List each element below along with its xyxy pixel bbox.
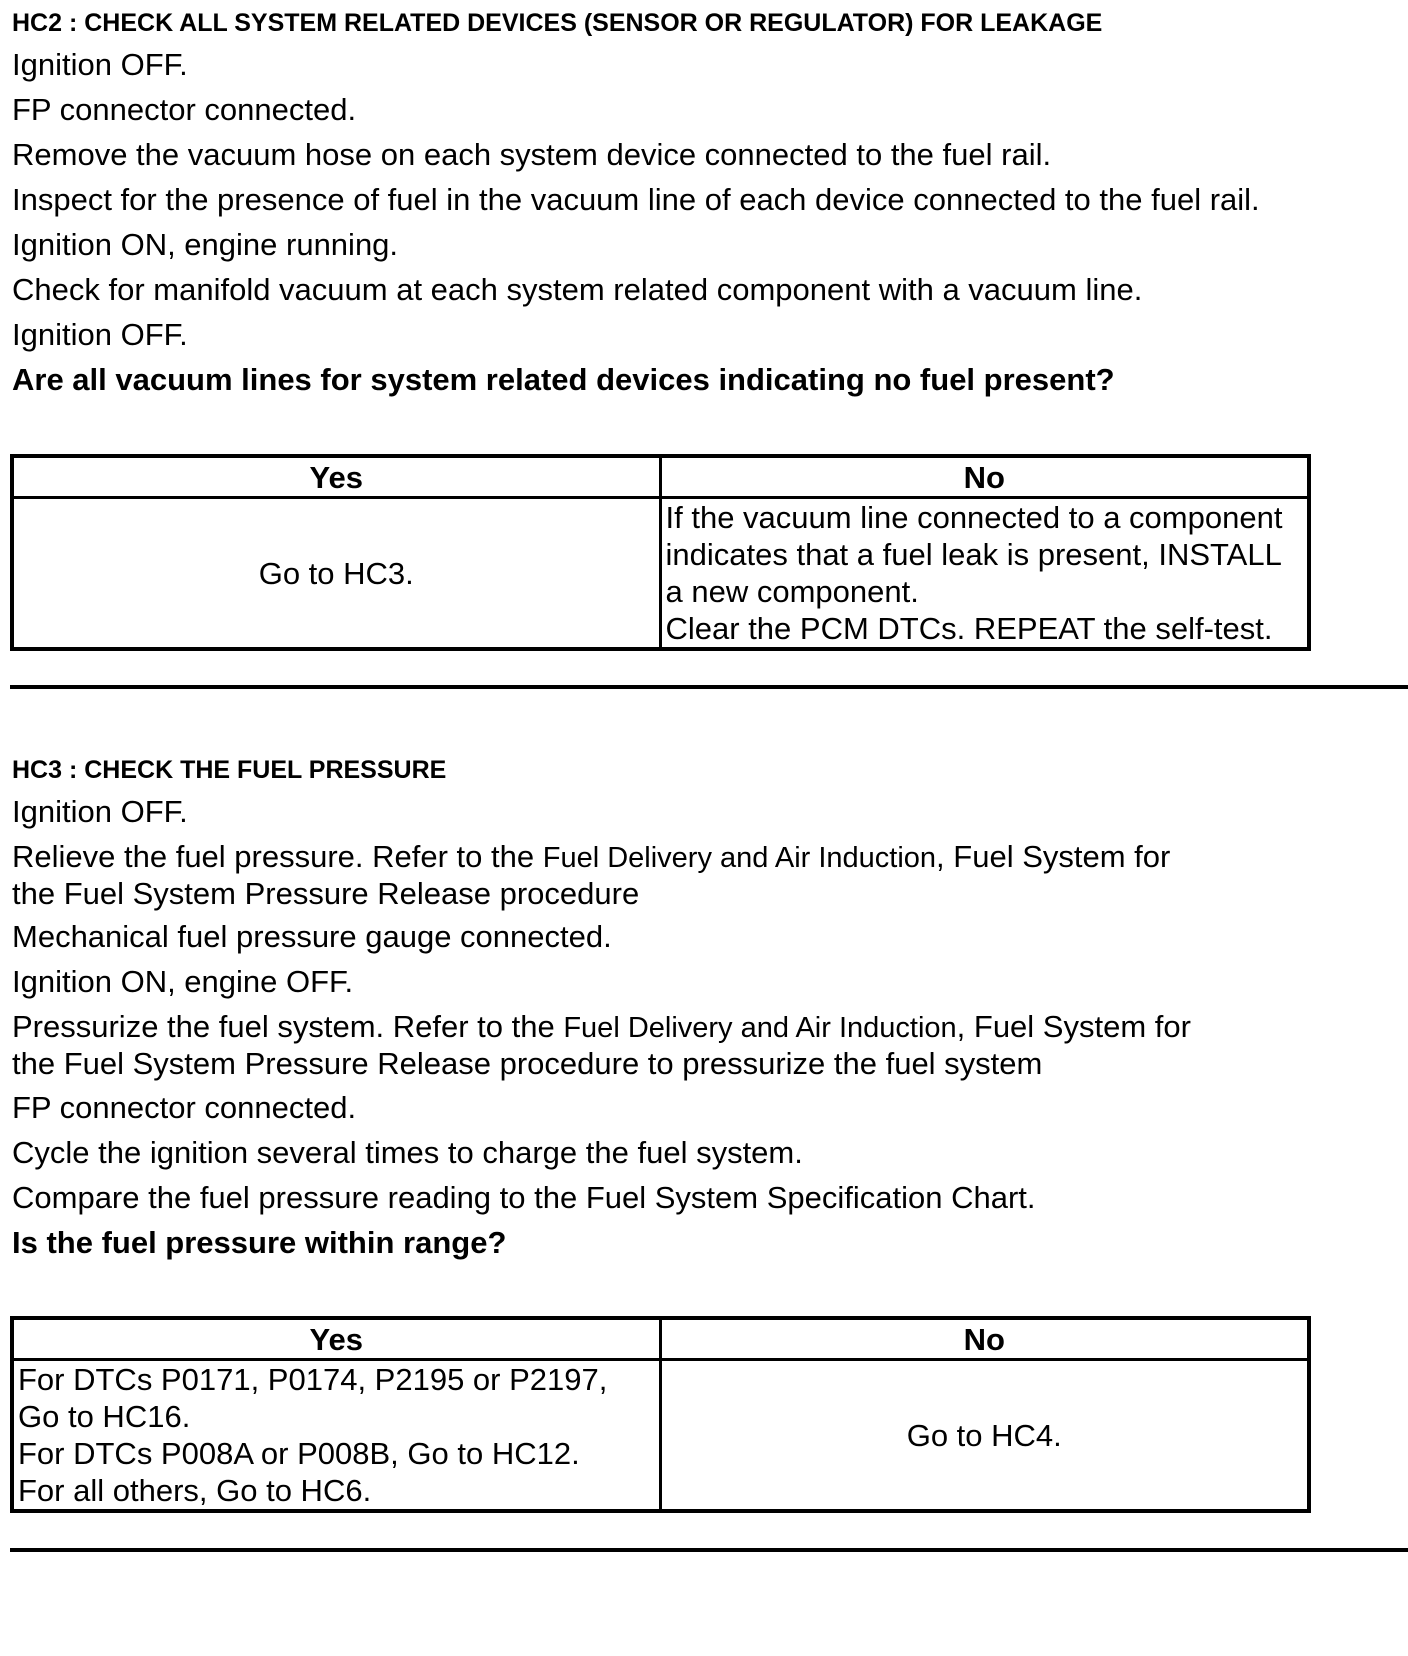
hc3-yes-line-1: For DTCs P0171, P0174, P2195 or P2197, xyxy=(18,1362,608,1397)
hc3-yes-cell xyxy=(12,1360,660,1512)
hc3-step-5-prefix: Pressurize the fuel system. Refer to the xyxy=(12,1009,564,1044)
section-divider-2 xyxy=(10,1548,1408,1552)
hc2-question: Are all vacuum lines for system related devices indicating no fuel present? xyxy=(12,362,1115,397)
hc3-step-2-suffix: , Fuel System for xyxy=(936,839,1171,874)
hc3-step-3: Mechanical fuel pressure gauge connected. xyxy=(12,919,612,954)
hc2-step-6: Check for manifold vacuum at each system related component with a vacuum line. xyxy=(12,272,1143,307)
hc2-no-line-2: indicates that a fuel leak is present, INSTALL xyxy=(665,537,1282,572)
hc3-yes-header: Yes xyxy=(12,1318,660,1360)
hc3-step-5-line-2: the Fuel System Pressure Release procedure to pressurize the fuel system xyxy=(12,1046,1043,1081)
hc3-step-2-reference-link[interactable]: Fuel Delivery and Air Induction xyxy=(542,842,937,874)
hc3-heading: HC3 : CHECK THE FUEL PRESSURE xyxy=(12,756,447,784)
hc2-step-3: Remove the vacuum hose on each system device connected to the fuel rail. xyxy=(12,137,1052,172)
hc3-step-6: FP connector connected. xyxy=(12,1090,357,1125)
hc3-step-1: Ignition OFF. xyxy=(12,794,188,829)
hc2-yes-header: Yes xyxy=(12,456,660,498)
hc2-no-line-1: If the vacuum line connected to a component xyxy=(665,500,1283,535)
hc3-step-2-prefix: Relieve the fuel pressure. Refer to the xyxy=(12,839,543,874)
hc2-step-4: Inspect for the presence of fuel in the vacuum line of each device connected to the fuel rail. xyxy=(12,182,1260,217)
hc2-step-1: Ignition OFF. xyxy=(12,47,188,82)
hc3-yes-line-4: For all others, Go to HC6. xyxy=(18,1473,372,1508)
hc2-no-cell xyxy=(660,498,1309,650)
hc2-step-5: Ignition ON, engine running. xyxy=(12,227,399,262)
hc3-result-table xyxy=(10,1316,1311,1513)
hc3-question: Is the fuel pressure within range? xyxy=(12,1225,507,1260)
hc2-result-table xyxy=(10,454,1311,651)
hc2-step-2: FP connector connected. xyxy=(12,92,357,127)
hc3-step-2-line-2: the Fuel System Pressure Release procedure xyxy=(12,876,640,911)
hc3-step-2 xyxy=(12,839,1170,912)
hc3-step-8: Compare the fuel pressure reading to the Fuel System Specification Chart. xyxy=(12,1180,1036,1215)
hc3-step-4: Ignition ON, engine OFF. xyxy=(12,964,354,999)
hc2-yes-cell: Go to HC3. xyxy=(12,498,660,650)
hc3-no-header: No xyxy=(660,1318,1309,1360)
hc2-no-line-4: Clear the PCM DTCs. REPEAT the self-test. xyxy=(665,611,1273,646)
hc3-yes-line-2: Go to HC16. xyxy=(18,1399,191,1434)
section-divider-1 xyxy=(10,685,1408,689)
hc2-heading: HC2 : CHECK ALL SYSTEM RELATED DEVICES (SENSOR OR REGULATOR) FOR LEAKAGE xyxy=(12,9,1103,37)
hc2-step-7: Ignition OFF. xyxy=(12,317,188,352)
hc3-step-5-reference-link[interactable]: Fuel Delivery and Air Induction xyxy=(563,1012,957,1044)
hc3-no-cell: Go to HC4. xyxy=(660,1360,1309,1512)
hc3-step-7: Cycle the ignition several times to charge the fuel system. xyxy=(12,1135,803,1170)
hc3-yes-line-3: For DTCs P008A or P008B, Go to HC12. xyxy=(18,1436,580,1471)
hc3-step-5 xyxy=(12,1009,1191,1082)
hc2-no-line-3: a new component. xyxy=(665,574,919,609)
hc3-step-5-suffix: , Fuel System for xyxy=(956,1009,1191,1044)
hc2-no-header: No xyxy=(660,456,1309,498)
